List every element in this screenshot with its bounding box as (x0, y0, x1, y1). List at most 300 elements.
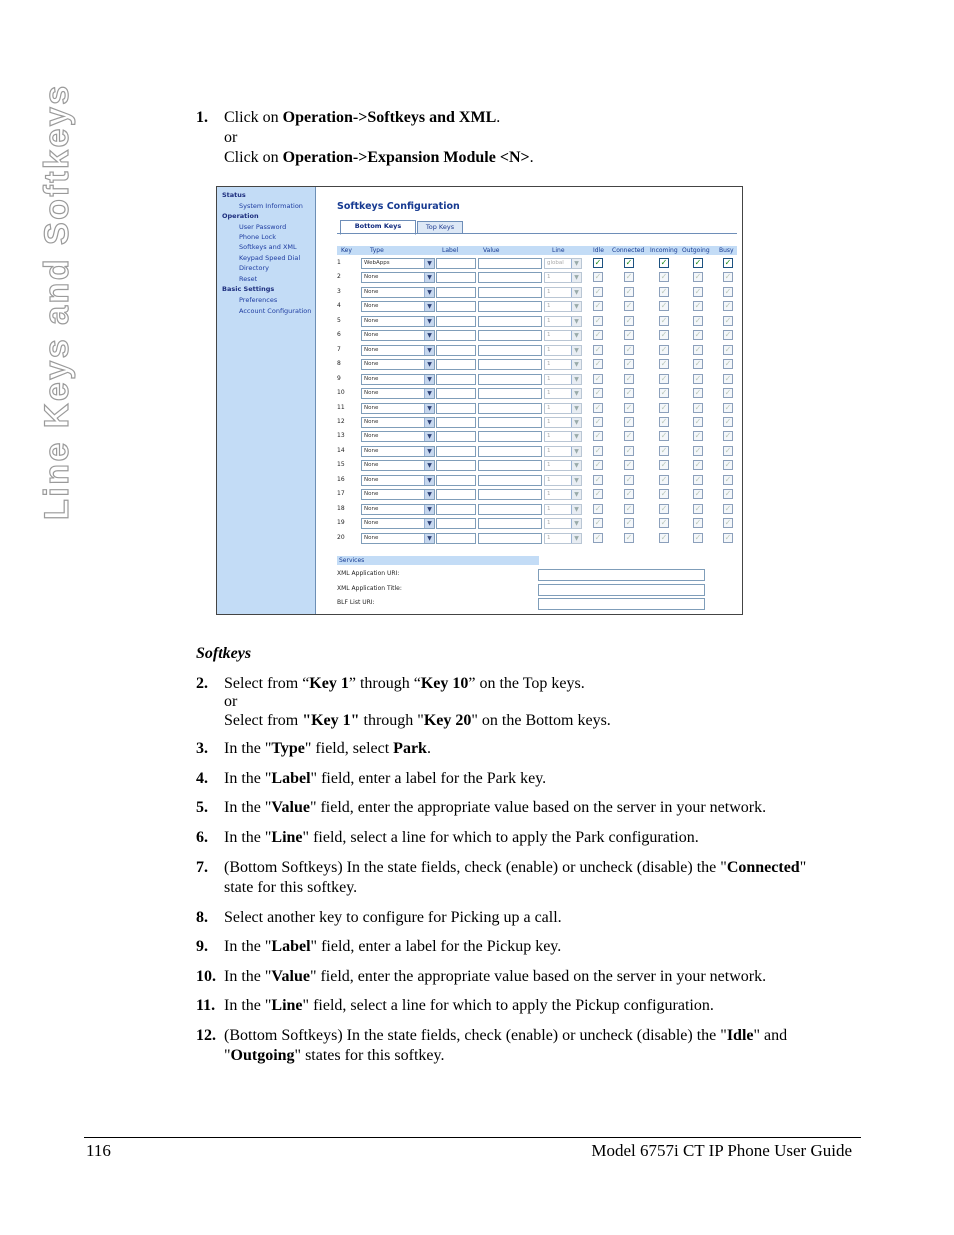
chevron-down-icon: ▼ (571, 273, 581, 282)
state-checkbox[interactable]: ✓ (724, 286, 732, 296)
value-field[interactable] (478, 403, 542, 414)
service-field-input[interactable] (538, 584, 705, 596)
label-field[interactable] (436, 417, 476, 428)
state-checkbox[interactable]: ✓ (594, 344, 602, 354)
state-checkbox[interactable]: ✓ (694, 503, 702, 513)
label-field[interactable] (436, 258, 476, 269)
state-checkbox[interactable]: ✓ (660, 518, 668, 528)
line-select[interactable] (544, 287, 582, 298)
line-select[interactable] (544, 330, 582, 341)
step-11 (196, 996, 856, 1016)
state-checkbox[interactable]: ✓ (594, 445, 602, 455)
state-checkbox[interactable]: ✓ (694, 286, 702, 296)
column-header: Label (442, 247, 459, 254)
state-checkbox[interactable]: ✓ (625, 489, 633, 499)
state-checkbox[interactable]: ✓ (625, 272, 633, 282)
state-checkbox[interactable]: ✓ (694, 445, 702, 455)
state-checkbox[interactable]: ✓ (724, 330, 732, 340)
state-checkbox[interactable]: ✓ (594, 286, 602, 296)
type-select[interactable] (361, 460, 435, 471)
value-field[interactable] (478, 446, 542, 457)
chevron-down-icon: ▼ (424, 404, 434, 413)
state-checkbox[interactable]: ✓ (694, 431, 702, 441)
step-number: 10. (196, 968, 216, 985)
state-checkbox[interactable]: ✓ (724, 344, 732, 354)
label-field[interactable] (436, 287, 476, 298)
state-checkbox[interactable]: ✓ (660, 474, 668, 484)
state-checkbox[interactable]: ✓ (660, 344, 668, 354)
step-line (224, 1026, 854, 1046)
state-checkbox[interactable]: ✓ (625, 503, 633, 513)
chevron-down-icon: ▼ (571, 389, 581, 398)
state-checkbox[interactable]: ✓ (724, 460, 732, 470)
table-row (337, 301, 737, 313)
value-field[interactable] (478, 489, 542, 500)
table-row (337, 258, 737, 270)
state-checkbox[interactable]: ✓ (660, 258, 668, 267)
state-checkbox[interactable]: ✓ (660, 431, 668, 441)
chevron-down-icon: ▼ (571, 534, 581, 543)
state-checkbox[interactable]: ✓ (694, 344, 702, 354)
label-field[interactable] (436, 374, 476, 385)
chevron-down-icon: ▼ (571, 331, 581, 340)
line-select[interactable] (544, 258, 582, 269)
state-checkbox[interactable]: ✓ (594, 431, 602, 441)
state-checkbox[interactable]: ✓ (694, 460, 702, 470)
state-checkbox[interactable]: ✓ (625, 474, 633, 484)
type-select[interactable] (361, 301, 435, 312)
text: " field, select a line for which to apply the Pickup configuration. (302, 997, 714, 1014)
state-checkbox[interactable]: ✓ (724, 272, 732, 282)
state-checkbox[interactable]: ✓ (594, 518, 602, 528)
state-checkbox[interactable]: ✓ (694, 388, 702, 398)
chevron-down-icon: ▼ (571, 360, 581, 369)
state-checkbox[interactable]: ✓ (660, 388, 668, 398)
state-checkbox[interactable]: ✓ (594, 258, 602, 267)
state-checkbox[interactable]: ✓ (660, 445, 668, 455)
emphasis-text: Type (271, 740, 305, 757)
line-select[interactable] (544, 417, 582, 428)
state-checkbox[interactable]: ✓ (694, 301, 702, 311)
type-value: None (364, 433, 379, 440)
type-value: None (364, 303, 379, 310)
type-value: None (364, 505, 379, 512)
service-field-input[interactable] (538, 569, 705, 581)
type-select[interactable] (361, 388, 435, 399)
state-checkbox[interactable]: ✓ (625, 301, 633, 311)
label-field[interactable] (436, 316, 476, 327)
step-number: 3. (196, 740, 208, 757)
label-field[interactable] (436, 446, 476, 457)
state-checkbox[interactable]: ✓ (694, 258, 702, 267)
chevron-down-icon: ▼ (571, 505, 581, 514)
state-checkbox[interactable]: ✓ (594, 315, 602, 325)
value-field[interactable] (478, 330, 542, 341)
config-title: Softkeys Configuration (337, 201, 460, 212)
state-checkbox[interactable]: ✓ (724, 258, 732, 267)
type-value: None (364, 274, 379, 281)
line-select[interactable] (544, 359, 582, 370)
line-select[interactable] (544, 460, 582, 471)
column-header: Idle (593, 247, 604, 254)
value-field[interactable] (478, 518, 542, 529)
state-checkbox[interactable]: ✓ (625, 258, 633, 267)
value-field[interactable] (478, 374, 542, 385)
chevron-down-icon: ▼ (571, 317, 581, 326)
step-6 (196, 828, 856, 848)
state-checkbox[interactable]: ✓ (660, 286, 668, 296)
state-checkbox[interactable]: ✓ (660, 489, 668, 499)
sidebar-item[interactable]: Keypad Speed Dial (239, 254, 301, 262)
state-checkbox[interactable]: ✓ (660, 272, 668, 282)
state-checkbox[interactable]: ✓ (594, 272, 602, 282)
label-field[interactable] (436, 345, 476, 356)
line-select[interactable] (544, 475, 582, 486)
step-1 (196, 108, 856, 170)
emphasis-text: Key 1 (309, 675, 349, 692)
line-select[interactable] (544, 489, 582, 500)
label-field[interactable] (436, 330, 476, 341)
line-select[interactable] (544, 446, 582, 457)
type-select[interactable] (361, 330, 435, 341)
chevron-down-icon: ▼ (424, 418, 434, 427)
type-select[interactable] (361, 489, 435, 500)
emphasis-text: "Key 1" (302, 712, 360, 729)
sidebar-item[interactable]: Phone Lock (239, 233, 277, 241)
chevron-down-icon: ▼ (424, 273, 434, 282)
step-number: 2. (196, 675, 208, 692)
state-checkbox[interactable]: ✓ (694, 416, 702, 426)
line-select[interactable] (544, 316, 582, 327)
state-checkbox[interactable]: ✓ (625, 416, 633, 426)
line-select[interactable] (544, 301, 582, 312)
state-checkbox[interactable]: ✓ (594, 532, 602, 542)
text: " on the Bottom keys. (471, 712, 611, 729)
type-select[interactable] (361, 258, 435, 269)
state-checkbox[interactable]: ✓ (694, 330, 702, 340)
value-field[interactable] (478, 417, 542, 428)
menu-path: Operation->Expansion Module <N> (282, 149, 530, 166)
state-checkbox[interactable]: ✓ (660, 416, 668, 426)
step-line (224, 996, 854, 1016)
text: ” through “ (348, 675, 421, 692)
type-value: WebApps (364, 260, 390, 266)
label-field[interactable] (436, 489, 476, 500)
state-checkbox[interactable]: ✓ (724, 402, 732, 412)
state-checkbox[interactable]: ✓ (694, 272, 702, 282)
line-value: 1 (547, 476, 551, 483)
step-line (224, 858, 854, 878)
table-row (337, 272, 737, 284)
step-line (224, 710, 854, 732)
state-checkbox[interactable]: ✓ (625, 344, 633, 354)
label-field[interactable] (436, 388, 476, 399)
state-checkbox[interactable]: ✓ (625, 315, 633, 325)
state-checkbox[interactable]: ✓ (724, 532, 732, 542)
sidebar-item[interactable]: Operation (222, 212, 259, 220)
sidebar-item[interactable]: Reset (239, 275, 258, 283)
sidebar-item[interactable]: Status (222, 191, 246, 199)
value-field[interactable] (478, 272, 542, 283)
step-number: 9. (196, 938, 208, 955)
step-9 (196, 937, 856, 957)
web-ui-sidebar (217, 187, 316, 614)
state-checkbox[interactable]: ✓ (625, 431, 633, 441)
line-value: 1 (547, 274, 551, 281)
label-field[interactable] (436, 359, 476, 370)
type-select[interactable] (361, 272, 435, 283)
step-line (224, 1046, 854, 1066)
state-checkbox[interactable]: ✓ (660, 315, 668, 325)
line-value: 1 (547, 317, 551, 324)
type-select[interactable] (361, 287, 435, 298)
line-select[interactable] (544, 272, 582, 283)
label-field[interactable] (436, 533, 476, 544)
line-select[interactable] (544, 374, 582, 385)
step-line (224, 108, 854, 128)
label-field[interactable] (436, 460, 476, 471)
type-select[interactable] (361, 403, 435, 414)
chevron-down-icon: ▼ (424, 259, 434, 268)
state-checkbox[interactable]: ✓ (724, 518, 732, 528)
emphasis-text: Line (271, 829, 303, 846)
state-checkbox[interactable]: ✓ (724, 503, 732, 513)
state-checkbox[interactable]: ✓ (594, 388, 602, 398)
sidebar-item[interactable]: Account Configuration (239, 307, 312, 315)
chevron-down-icon: ▼ (424, 432, 434, 441)
key-number: 1 (337, 259, 341, 266)
label-field[interactable] (436, 504, 476, 515)
line-value: 1 (547, 361, 551, 368)
table-row (337, 388, 737, 400)
text: Select from (224, 712, 303, 729)
label-field[interactable] (436, 403, 476, 414)
state-checkbox[interactable]: ✓ (594, 373, 602, 383)
value-field[interactable] (478, 504, 542, 515)
chevron-down-icon: ▼ (424, 490, 434, 499)
state-checkbox[interactable]: ✓ (594, 359, 602, 369)
label-field[interactable] (436, 301, 476, 312)
chevron-down-icon: ▼ (424, 375, 434, 384)
type-select[interactable] (361, 533, 435, 544)
type-select[interactable] (361, 345, 435, 356)
text: through " (359, 712, 424, 729)
line-select[interactable] (544, 388, 582, 399)
state-checkbox[interactable]: ✓ (660, 402, 668, 412)
state-checkbox[interactable]: ✓ (694, 402, 702, 412)
state-checkbox[interactable]: ✓ (594, 460, 602, 470)
state-checkbox[interactable]: ✓ (724, 301, 732, 311)
service-field-input[interactable] (538, 598, 705, 610)
state-checkbox[interactable]: ✓ (724, 359, 732, 369)
key-number: 15 (337, 461, 345, 469)
tab-bottom-keys[interactable]: Bottom Keys (340, 220, 416, 235)
chevron-down-icon: ▼ (571, 302, 581, 311)
step-number: 7. (196, 859, 208, 876)
line-select[interactable] (544, 403, 582, 414)
state-checkbox[interactable]: ✓ (625, 359, 633, 369)
table-row (337, 374, 737, 386)
text: . (426, 740, 431, 757)
state-checkbox[interactable]: ✓ (625, 460, 633, 470)
step-line (224, 967, 854, 987)
step-line (224, 769, 854, 789)
state-checkbox[interactable]: ✓ (724, 489, 732, 499)
state-checkbox[interactable]: ✓ (660, 460, 668, 470)
state-checkbox[interactable]: ✓ (724, 315, 732, 325)
sidebar-item[interactable]: User Password (239, 223, 287, 231)
chevron-down-icon: ▼ (571, 288, 581, 297)
sidebar-item[interactable]: Softkeys and XML (239, 243, 297, 251)
line-select[interactable] (544, 345, 582, 356)
key-number: 17 (337, 490, 345, 498)
state-checkbox[interactable]: ✓ (724, 431, 732, 441)
state-checkbox[interactable]: ✓ (594, 416, 602, 426)
sidebar-item[interactable]: Preferences (239, 296, 278, 304)
web-ui-main (316, 187, 742, 614)
state-checkbox[interactable]: ✓ (625, 373, 633, 383)
chevron-down-icon: ▼ (424, 389, 434, 398)
table-row (337, 431, 737, 443)
state-checkbox[interactable]: ✓ (660, 301, 668, 311)
state-checkbox[interactable]: ✓ (625, 518, 633, 528)
key-number: 11 (337, 403, 345, 411)
value-field[interactable] (478, 475, 542, 486)
tab-top-keys[interactable]: Top Keys (417, 221, 463, 234)
label-field[interactable] (436, 475, 476, 486)
type-select[interactable] (361, 504, 435, 515)
state-checkbox[interactable]: ✓ (694, 532, 702, 542)
state-checkbox[interactable]: ✓ (724, 388, 732, 398)
label-field[interactable] (436, 272, 476, 283)
state-checkbox[interactable]: ✓ (625, 388, 633, 398)
value-field[interactable] (478, 345, 542, 356)
table-row (337, 446, 737, 458)
line-select[interactable] (544, 518, 582, 529)
state-checkbox[interactable]: ✓ (594, 489, 602, 499)
label-field[interactable] (436, 518, 476, 529)
state-checkbox[interactable]: ✓ (625, 330, 633, 340)
state-checkbox[interactable]: ✓ (724, 373, 732, 383)
key-number: 19 (337, 519, 345, 527)
table-row (337, 316, 737, 328)
emphasis-text: Key 10 (420, 675, 469, 692)
footer-rule (84, 1137, 861, 1138)
state-checkbox[interactable]: ✓ (660, 532, 668, 542)
state-checkbox[interactable]: ✓ (724, 445, 732, 455)
state-checkbox[interactable]: ✓ (724, 474, 732, 484)
emphasis-text: Label (271, 938, 311, 955)
value-field[interactable] (478, 431, 542, 442)
type-select[interactable] (361, 417, 435, 428)
line-select[interactable] (544, 504, 582, 515)
side-section-title: Line Keys and Softkeys (38, 83, 76, 520)
state-checkbox[interactable]: ✓ (694, 474, 702, 484)
state-checkbox[interactable]: ✓ (625, 532, 633, 542)
sidebar-item[interactable]: Directory (239, 264, 269, 272)
column-header: Incoming (650, 247, 678, 254)
sidebar-item[interactable]: Basic Settings (222, 285, 275, 293)
step-3 (196, 739, 856, 759)
type-select[interactable] (361, 518, 435, 529)
type-select[interactable] (361, 446, 435, 457)
value-field[interactable] (478, 258, 542, 269)
step-line: or (224, 129, 238, 146)
type-select[interactable] (361, 374, 435, 385)
state-checkbox[interactable]: ✓ (625, 445, 633, 455)
type-value: None (364, 534, 379, 541)
state-checkbox[interactable]: ✓ (694, 489, 702, 499)
value-field[interactable] (478, 301, 542, 312)
text: In the " (224, 997, 272, 1014)
state-checkbox[interactable]: ✓ (594, 402, 602, 412)
state-checkbox[interactable]: ✓ (625, 286, 633, 296)
value-field[interactable] (478, 533, 542, 544)
state-checkbox[interactable]: ✓ (660, 373, 668, 383)
line-select[interactable] (544, 431, 582, 442)
state-checkbox[interactable]: ✓ (594, 330, 602, 340)
state-checkbox[interactable]: ✓ (660, 359, 668, 369)
menu-path: Operation->Softkeys and XML (282, 109, 497, 126)
value-field[interactable] (478, 287, 542, 298)
label-field[interactable] (436, 431, 476, 442)
key-number: 18 (337, 504, 345, 512)
state-checkbox[interactable]: ✓ (694, 373, 702, 383)
state-checkbox[interactable]: ✓ (660, 330, 668, 340)
chevron-down-icon: ▼ (571, 418, 581, 427)
table-row (337, 460, 737, 472)
value-field[interactable] (478, 388, 542, 399)
type-select[interactable] (361, 431, 435, 442)
type-select[interactable] (361, 475, 435, 486)
text: " (799, 859, 807, 876)
table-row (337, 504, 737, 516)
line-value: 1 (547, 332, 551, 339)
value-field[interactable] (478, 359, 542, 370)
type-select[interactable] (361, 359, 435, 370)
state-checkbox[interactable]: ✓ (694, 315, 702, 325)
state-checkbox[interactable]: ✓ (694, 359, 702, 369)
text: ” on the Top keys. (468, 675, 585, 692)
text: In the " (224, 968, 272, 985)
value-field[interactable] (478, 460, 542, 471)
state-checkbox[interactable]: ✓ (660, 503, 668, 513)
table-row (337, 330, 737, 342)
chevron-down-icon: ▼ (424, 447, 434, 456)
text: state for this softkey. (224, 879, 358, 896)
state-checkbox[interactable]: ✓ (724, 416, 732, 426)
table-row (337, 403, 737, 415)
page-number: 116 (86, 1141, 111, 1160)
state-checkbox[interactable]: ✓ (594, 301, 602, 311)
step-8 (196, 908, 856, 928)
emphasis-text: Park (393, 740, 427, 757)
state-checkbox[interactable]: ✓ (694, 518, 702, 528)
line-value: 1 (547, 491, 551, 498)
chevron-down-icon: ▼ (571, 490, 581, 499)
line-value: 1 (547, 520, 551, 527)
state-checkbox[interactable]: ✓ (594, 474, 602, 484)
emphasis-text: Connected (726, 859, 800, 876)
sidebar-item[interactable]: System Information (239, 202, 303, 210)
state-checkbox[interactable]: ✓ (625, 402, 633, 412)
type-select[interactable] (361, 316, 435, 327)
emphasis-text: Label (271, 770, 311, 787)
type-value: None (364, 476, 379, 483)
state-checkbox[interactable]: ✓ (594, 503, 602, 513)
value-field[interactable] (478, 316, 542, 327)
line-select[interactable] (544, 533, 582, 544)
